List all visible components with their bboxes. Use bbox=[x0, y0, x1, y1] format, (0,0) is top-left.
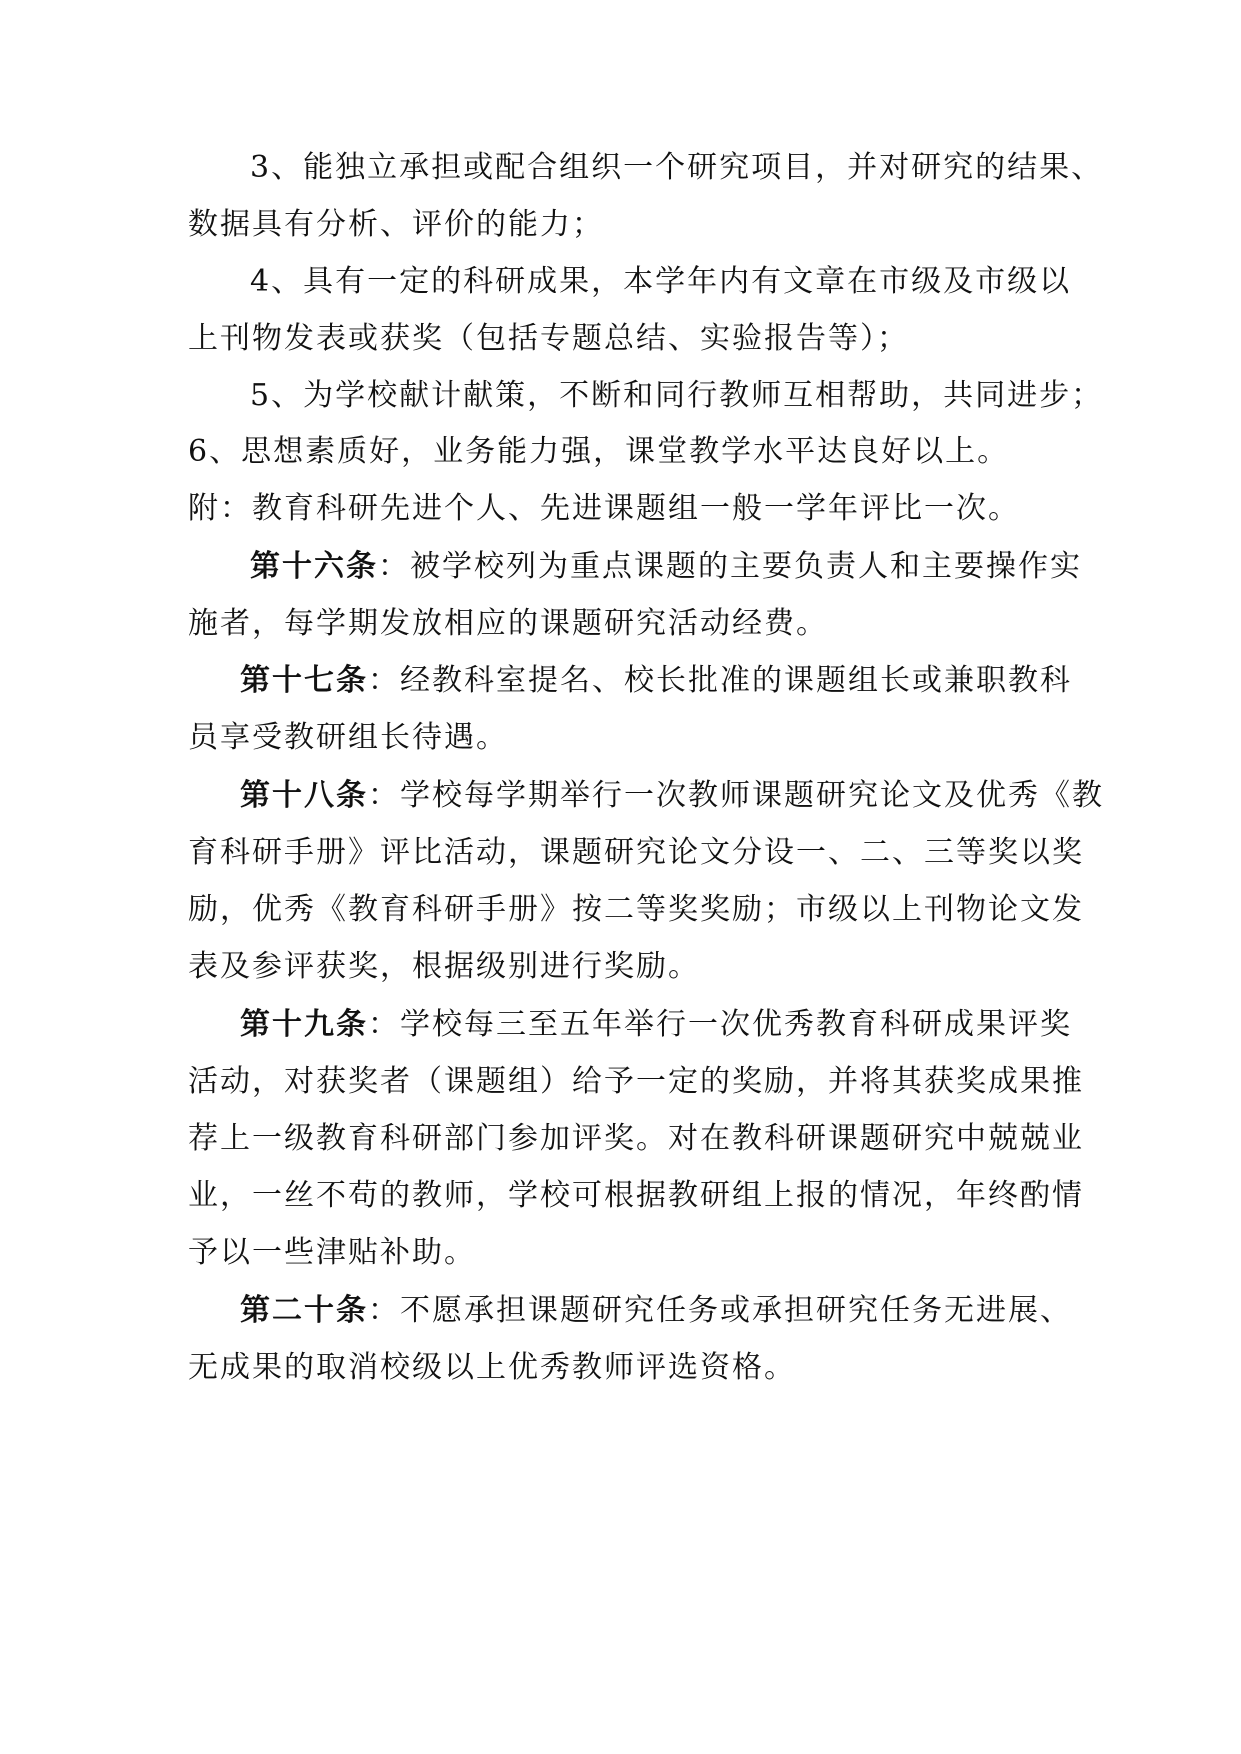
article-17-line-2 bbox=[188, 718, 508, 758]
paragraph-text: ：学校每学期举行一次教师课题研究论文及优秀《教 bbox=[368, 778, 1104, 813]
article-18-line-4 bbox=[188, 947, 700, 987]
paragraph-text: 荐上一级教育科研部门参加评奖。对在教科研课题研究中兢兢业 bbox=[188, 1121, 1084, 1156]
paragraph-text: 予以一些津贴补助。 bbox=[188, 1235, 476, 1270]
item-3-line-2 bbox=[188, 205, 604, 245]
article-19-line-2 bbox=[188, 1062, 1084, 1102]
paragraph-text: 表及参评获奖，根据级别进行奖励。 bbox=[188, 949, 700, 984]
article-20-line-1 bbox=[240, 1291, 1072, 1331]
article-16-label: 第十六条 bbox=[250, 549, 378, 584]
paragraph-text: ：不愿承担课题研究任务或承担研究任务无进展、 bbox=[368, 1293, 1072, 1328]
article-20-label: 第二十条 bbox=[240, 1293, 368, 1328]
article-19-line-4 bbox=[188, 1176, 1084, 1216]
paragraph-text: ：经教科室提名、校长批准的课题组长或兼职教科 bbox=[368, 663, 1072, 698]
paragraph-text: 员享受教研组长待遇。 bbox=[188, 720, 508, 755]
item-4-line-1 bbox=[250, 262, 1071, 302]
item-4-line-2 bbox=[188, 319, 909, 359]
article-19-label: 第十九条 bbox=[240, 1007, 368, 1042]
paragraph-text: 施者，每学期发放相应的课题研究活动经费。 bbox=[188, 606, 828, 641]
paragraph-text: 附：教育科研先进个人、先进课题组一般一学年评比一次。 bbox=[188, 491, 1020, 526]
paragraph-text: 无成果的取消校级以上优秀教师评选资格。 bbox=[188, 1350, 796, 1385]
paragraph-text: ：被学校列为重点课题的主要负责人和主要操作实 bbox=[378, 549, 1082, 584]
article-17-label: 第十七条 bbox=[240, 663, 368, 698]
paragraph-text: 数据具有分析、评价的能力； bbox=[188, 207, 604, 242]
paragraph-text: 6、思想素质好，业务能力强，课堂教学水平达良好以上。 bbox=[188, 434, 1010, 469]
article-18-label: 第十八条 bbox=[240, 778, 368, 813]
article-16-line-2 bbox=[188, 604, 828, 644]
paragraph-text: 活动，对获奖者（课题组）给予一定的奖励，并将其获奖成果推 bbox=[188, 1064, 1084, 1099]
article-18-line-1 bbox=[240, 776, 1104, 816]
paragraph-text: 业，一丝不苟的教师，学校可根据教研组上报的情况，年终酌情 bbox=[188, 1178, 1084, 1213]
article-16-line-1 bbox=[250, 547, 1082, 587]
article-20-line-2 bbox=[188, 1348, 796, 1388]
article-17-line-1 bbox=[240, 661, 1072, 701]
item-3-line-1 bbox=[250, 148, 1103, 188]
note-line bbox=[188, 489, 1020, 529]
paragraph-text: 4、具有一定的科研成果，本学年内有文章在市级及市级以 bbox=[250, 264, 1072, 299]
item-6-line bbox=[188, 432, 1009, 472]
paragraph-text: 育科研手册》评比活动，课题研究论文分设一、二、三等奖以奖 bbox=[188, 835, 1084, 870]
paragraph-text: ：学校每三至五年举行一次优秀教育科研成果评奖 bbox=[368, 1007, 1072, 1042]
article-18-line-3 bbox=[188, 890, 1084, 930]
article-19-line-5 bbox=[188, 1233, 476, 1273]
paragraph-text: 上刊物发表或获奖（包括专题总结、实验报告等）； bbox=[188, 321, 909, 356]
article-19-line-1 bbox=[240, 1005, 1072, 1045]
paragraph-text: 3、能独立承担或配合组织一个研究项目，并对研究的结果、 bbox=[250, 150, 1104, 185]
paragraph-text: 励，优秀《教育科研手册》按二等奖奖励；市级以上刊物论文发 bbox=[188, 892, 1084, 927]
paragraph-text: 5、为学校献计献策，不断和同行教师互相帮助，共同进步； bbox=[250, 378, 1104, 413]
item-5-line bbox=[250, 376, 1103, 416]
article-19-line-3 bbox=[188, 1119, 1084, 1159]
article-18-line-2 bbox=[188, 833, 1084, 873]
